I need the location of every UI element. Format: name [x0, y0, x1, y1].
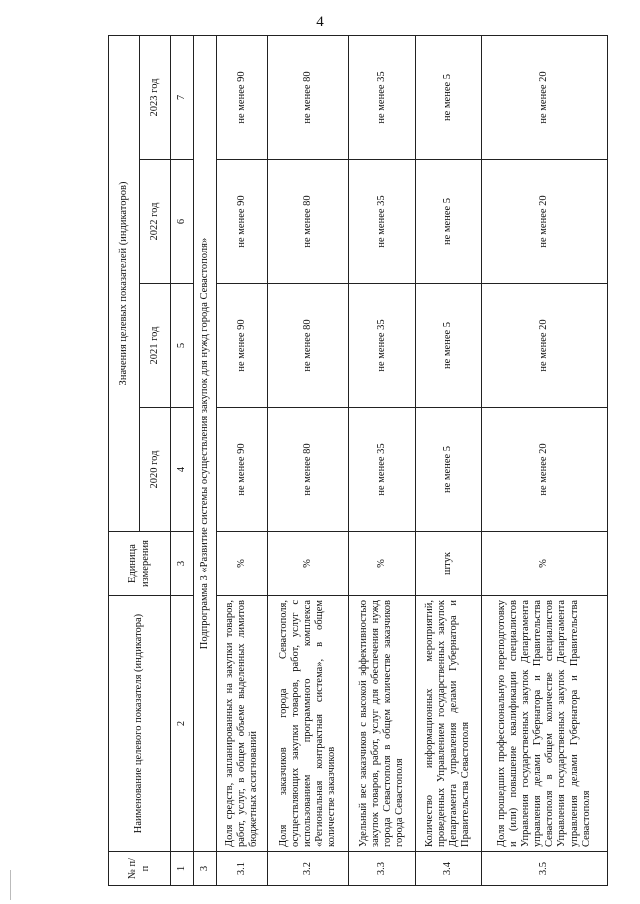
rotated-table-wrapper — [108, 36, 608, 886]
column-number: 1 — [171, 852, 194, 886]
row-value: не менее 35 — [349, 160, 415, 284]
subprogram-num: 3 — [194, 852, 217, 886]
row-value: не менее 5 — [415, 408, 481, 532]
column-numbers-row — [171, 35, 194, 885]
table-row — [268, 35, 349, 885]
row-name: Удельный вес заказчиков с высокой эффективностью закупок товаров, работ, услуг для обеспечения нужд города Севастополя в общем количестве заказчиков города Севастополя — [349, 596, 415, 852]
row-num: 3.1 — [217, 852, 268, 886]
row-unit: штук — [415, 532, 481, 596]
header-year: 2022 год — [140, 160, 171, 284]
column-number: 6 — [171, 160, 194, 284]
row-unit: % — [217, 532, 268, 596]
row-unit: % — [268, 532, 349, 596]
table-row — [217, 35, 268, 885]
header-year: 2020 год — [140, 408, 171, 532]
row-value: не менее 80 — [268, 284, 349, 408]
row-name: Количество информационных мероприятий, проведенных Управлением государственных закупок Департамента управления делами Губернатора и Правительства Севастополя — [415, 596, 481, 852]
header-name: Наименование целевого показателя (индикатора) — [109, 596, 171, 852]
table-row — [349, 35, 415, 885]
row-value: не менее 90 — [217, 284, 268, 408]
row-unit: % — [349, 532, 415, 596]
row-name: Доля средств, запланированных на закупки товаров, работ, услуг, в общем объеме выделенных лимитов бюджетных ассигнований — [217, 596, 268, 852]
subprogram-row — [194, 35, 217, 885]
scan-margin-mark — [10, 870, 11, 900]
header-unit: Единица измерения — [109, 532, 171, 596]
column-number: 5 — [171, 284, 194, 408]
indicators-table — [108, 35, 608, 886]
row-value: не менее 5 — [415, 35, 481, 159]
subprogram-title: Подпрограмма 3 «Развитие системы осуществления закупок для нужд города Севастополя» — [194, 35, 217, 851]
header-year: 2023 год — [140, 35, 171, 159]
row-value: не менее 20 — [481, 408, 607, 532]
column-number: 7 — [171, 35, 194, 159]
column-number: 4 — [171, 408, 194, 532]
row-value: не менее 90 — [217, 160, 268, 284]
row-num: 3.2 — [268, 852, 349, 886]
row-num: 3.4 — [415, 852, 481, 886]
header-values-group: Значения целевых показателей (индикаторов) — [109, 35, 140, 531]
row-num: 3.3 — [349, 852, 415, 886]
row-name: Доля заказчиков города Севастополя, осуществляющих закупки товаров, работ, услуг с использованием программного комплекса «Региональная контрактная система», в общем количестве заказчиков — [268, 596, 349, 852]
row-num: 3.5 — [481, 852, 607, 886]
row-value: не менее 5 — [415, 284, 481, 408]
row-value: не менее 90 — [217, 35, 268, 159]
row-value: не менее 80 — [268, 160, 349, 284]
row-name: Доля прошедших профессиональную переподготовку и (или) повышение квалификации специалистов Управления государственных закупок Департамента управления делами Губернатора и Правительства Севастополя в общем количестве специалистов Управления государственных закупок Департамента управления делами Губернатора и Правительства Севастополя — [481, 596, 607, 852]
row-value: не менее 80 — [268, 408, 349, 532]
row-value: не менее 35 — [349, 408, 415, 532]
page-number: 4 — [316, 14, 324, 30]
row-value: не менее 20 — [481, 35, 607, 159]
row-value: не менее 5 — [415, 160, 481, 284]
header-year: 2021 год — [140, 284, 171, 408]
rotated-table-content — [108, 36, 608, 886]
row-value: не менее 35 — [349, 35, 415, 159]
row-value: не менее 20 — [481, 284, 607, 408]
table-row — [415, 35, 481, 885]
row-unit: % — [481, 532, 607, 596]
row-value: не менее 20 — [481, 160, 607, 284]
row-value: не менее 35 — [349, 284, 415, 408]
header-num: № п/п — [109, 852, 171, 886]
row-value: не менее 90 — [217, 408, 268, 532]
table-row — [481, 35, 607, 885]
column-number: 2 — [171, 596, 194, 852]
row-value: не менее 80 — [268, 35, 349, 159]
column-number: 3 — [171, 532, 194, 596]
